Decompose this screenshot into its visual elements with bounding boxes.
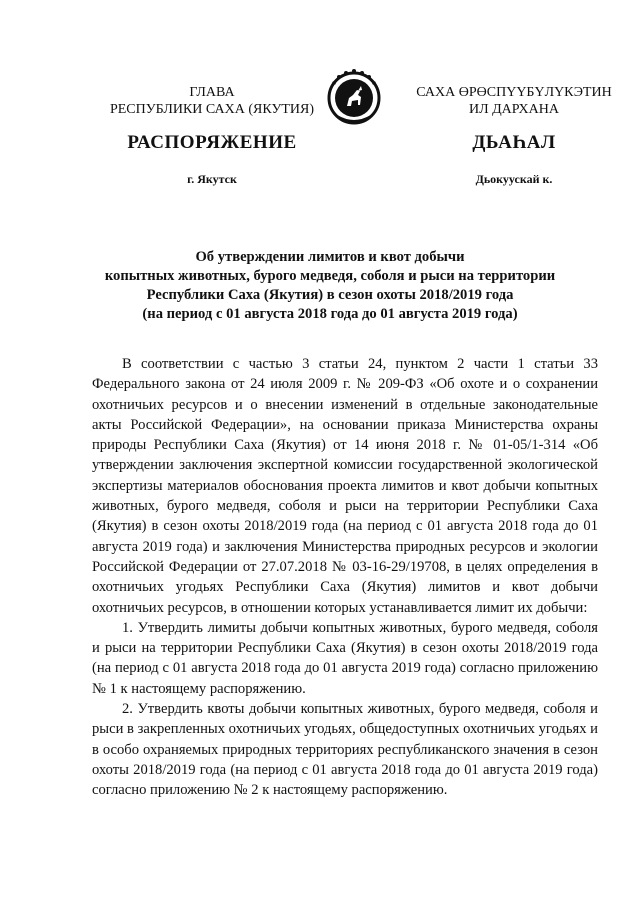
title-line-2: копытных животных, бурого медведя, соболя и рыси на территории xyxy=(104,268,556,284)
title-line-3: Республики Саха (Якутия) в сезон охоты 2018/2019 года xyxy=(146,287,514,303)
header-right-line1: САХА ӨРӨСПҮҮБҮЛҮКЭТИН xyxy=(416,85,612,100)
header-right-line2: ИЛ ДАРХАНА xyxy=(468,102,559,117)
header-right-block xyxy=(398,84,630,188)
sakha-republic-coat-of-arms-icon xyxy=(327,68,381,126)
order-item-2: 2. Утвердить квоты добычи копытных животных, бурого медведя, соболя и рыси в закрепленных охотничьих угодьях, общедоступных охотничьих угодьях и в особо охраняемых природных территориях республиканского значения в сезон охоты 2018/2019 года (на период с 01 августа 2018 года до 01 августа 2019 года) согласно приложению № 2 к настоящему распоряжению. xyxy=(92,701,598,799)
doc-type-ru: РАСПОРЯЖЕНИЕ xyxy=(127,132,297,153)
doc-type-sakha: ДЬАҺАЛ xyxy=(472,132,556,153)
city-ru: г. Якутск xyxy=(187,172,237,186)
header-left-block xyxy=(96,84,328,188)
header-left-line2: РЕСПУБЛИКИ САХА (ЯКУТИЯ) xyxy=(109,102,315,117)
preamble-paragraph: В соответствии с частью 3 статьи 24, пунктом 2 части 1 статьи 33 Федерального закона от 24 июля 2009 г. № 209-ФЗ «Об охоте и о сохранении охотничьих ресурсов и о внесении изменений в отдельные законодательные акты Российской Федерации», на основании приказа Министерства охраны природы Республики Саха (Якутия) от 14 июня 2018 г. № 01-05/1-314 «Об утверждении заключения экспертной комиссии государственной экологической экспертизы материалов обоснования проекта лимитов и квот добычи копытных животных, бурого медведя, соболя и рыси на территории Республики Саха (Якутия) в сезон охоты 2018/2019 года (на период с 01 августа 2018 года до 01 августа 2019 года) и заключения Министерства природных ресурсов и экологии Российской Федерации от 27.07.2018 № 03-16-29/19708, в целях определения в охотничьих угодьях Республики Саха (Якутия) лимитов и квот добычи охотничьих ресурсов, в отношении которых устанавливается лимит их добычи: xyxy=(92,356,598,616)
header-left-line1: ГЛАВА xyxy=(189,85,235,100)
city-sakha: Дьокуускай к. xyxy=(475,172,553,186)
title-line-4: (на период с 01 августа 2018 года до 01 августа 2019 года) xyxy=(142,306,518,322)
document-title xyxy=(90,248,570,324)
order-item-1: 1. Утвердить лимиты добычи копытных животных, бурого медведя, соболя и рыси на территории Республики Саха (Якутия) в сезон охоты 2018/2019 года (на период с 01 августа 2018 года до 01 августа 2019 года) согласно приложению № 1 к настоящему распоряжению. xyxy=(92,619,598,697)
title-line-1: Об утверждении лимитов и квот добычи xyxy=(195,249,465,265)
document-body xyxy=(92,354,598,801)
